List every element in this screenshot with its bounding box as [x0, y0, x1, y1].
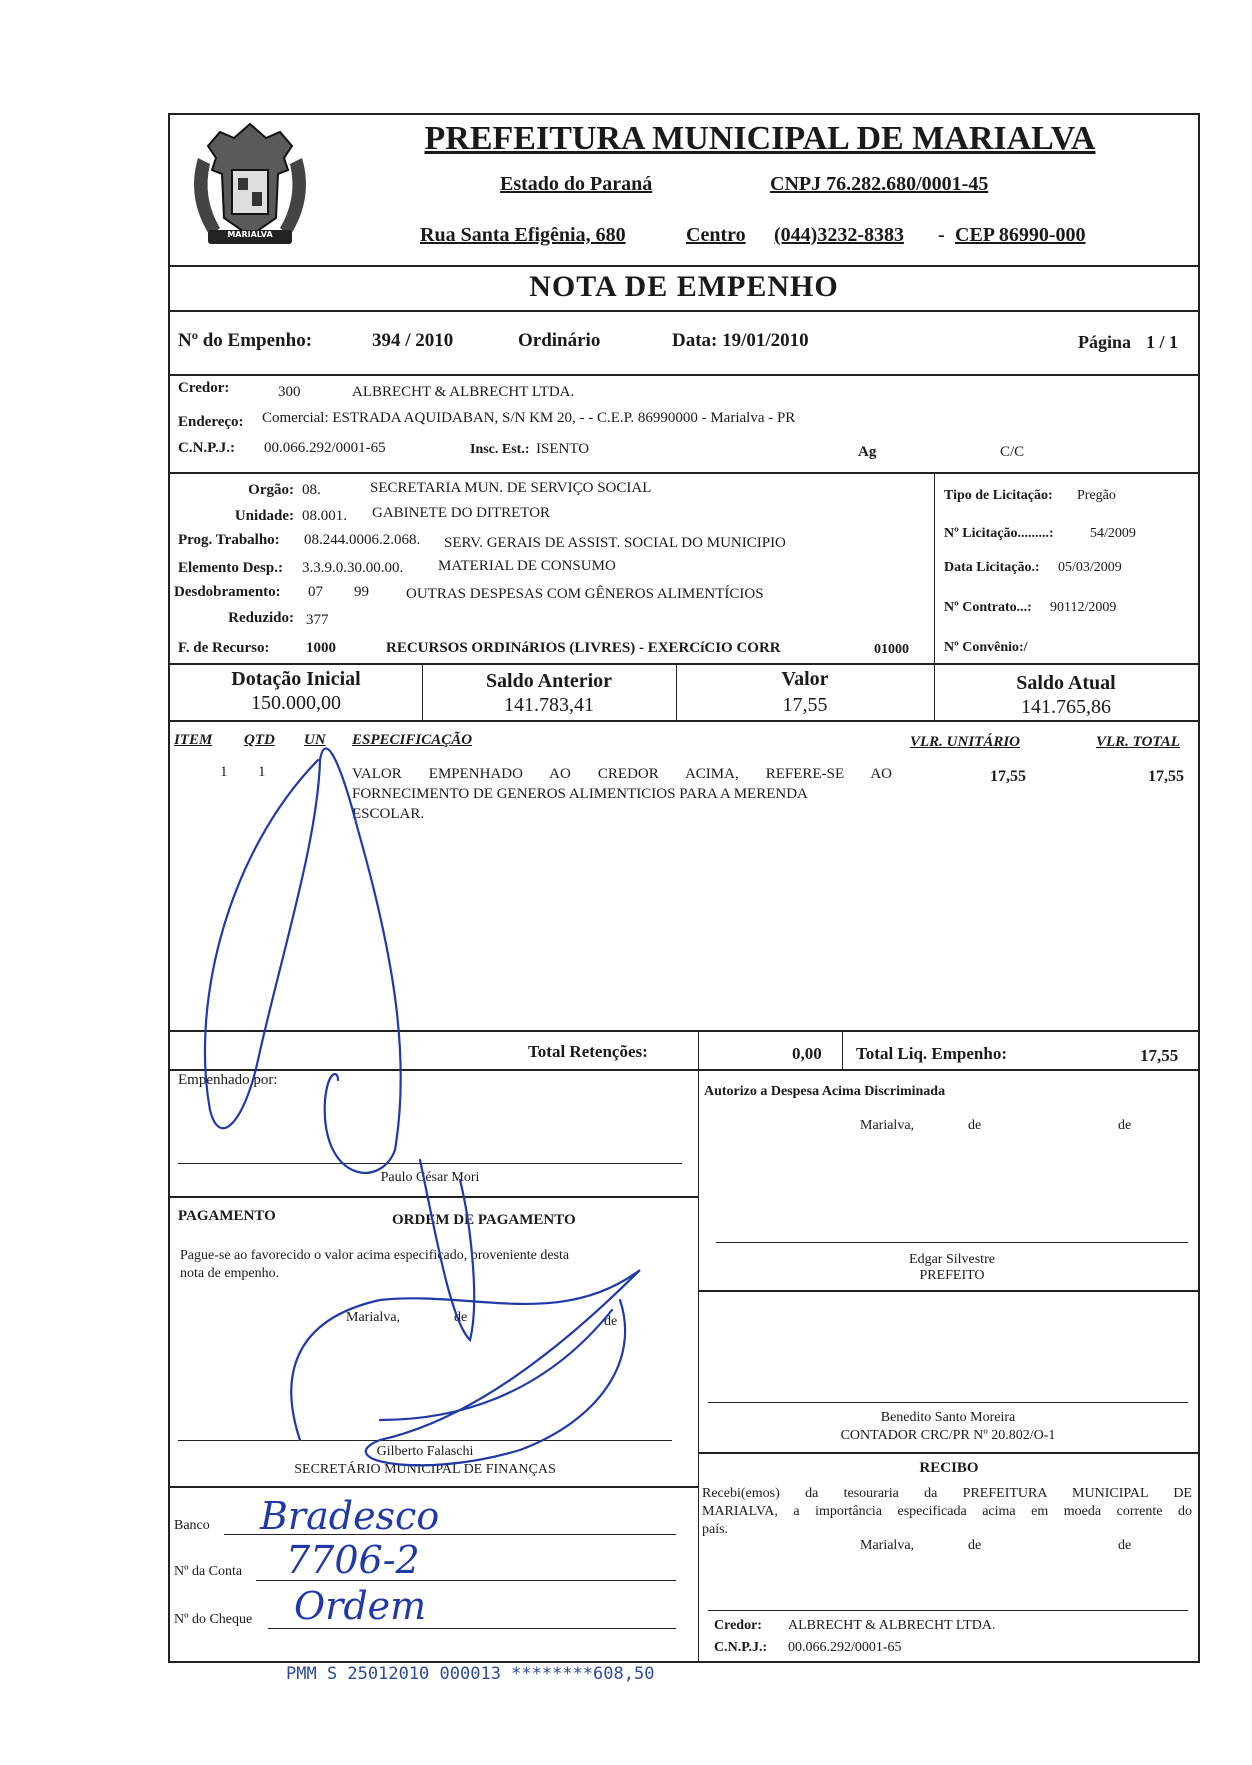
recurso-name: RECURSOS ORDINáRIOS (LIVRES) - EXERCíCIO CORR: [386, 640, 781, 656]
licitacao-number: 54/2009: [1090, 526, 1136, 541]
recurso-label: F. de Recurso:: [178, 640, 270, 656]
saldo-atual-label: Saldo Atual: [1016, 672, 1116, 694]
row-total: 17,55: [1148, 768, 1184, 785]
elemento-code: 3.3.9.0.30.00.00.: [302, 560, 404, 576]
conta-handwritten: 7706-2: [286, 1538, 420, 1582]
col-especificacao: ESPECIFICAÇÃO: [352, 732, 473, 748]
valor-value: 17,55: [782, 694, 828, 716]
dotacao-value: 150.000,00: [251, 692, 341, 714]
credor-name: ALBRECHT & ALBRECHT LTDA.: [352, 384, 575, 400]
data-licitacao: 05/03/2009: [1058, 560, 1122, 575]
city-hall-title: PREFEITURA MUNICIPAL DE MARIALVA: [424, 120, 1096, 157]
recibo-credor-label: Credor:: [714, 1618, 762, 1633]
total-liq: 17,55: [1140, 1046, 1179, 1065]
desdobramento-label: Desdobramento:: [174, 584, 281, 600]
col-vlr-unitario: VLR. UNITÁRIO: [910, 734, 1021, 750]
doc-title: NOTA DE EMPENHO: [529, 270, 839, 303]
recibo-credor: ALBRECHT & ALBRECHT LTDA.: [788, 1618, 996, 1633]
credor-label: Credor:: [178, 380, 230, 396]
autorizo-label: Autorizo a Despesa Acima Discriminada: [704, 1084, 946, 1099]
credor-address: Comercial: ESTRADA AQUIDABAN, S/N KM 20, - - C.E.P. 86990000 - Marialva - PR: [262, 410, 796, 426]
cnpj-label: C.N.P.J.:: [178, 440, 235, 456]
banco-handwritten: Bradesco: [260, 1494, 440, 1538]
col-un: UN: [304, 732, 326, 748]
empenho-number: 394 / 2010: [372, 330, 454, 351]
pagamento-text1: Pague-se ao favorecido o valor acima especificado, proveniente desta: [180, 1248, 570, 1263]
insc-label: Insc. Est.:: [470, 442, 530, 457]
secretario-title: SECRETÁRIO MUNICIPAL DE FINANÇAS: [294, 1462, 556, 1477]
cc-label: C/C: [1000, 444, 1025, 460]
coat-of-arms-logo: [180, 118, 320, 258]
street-address: Rua Santa Efigênia, 680: [420, 224, 626, 246]
empenhado-name: Paulo César Mori: [380, 1170, 480, 1185]
cep: CEP 86990-000: [955, 224, 1086, 246]
orgao-name: SECRETARIA MUN. DE SERVIÇO SOCIAL: [370, 480, 652, 496]
total-liq-label: Total Liq. Empenho:: [856, 1044, 1007, 1063]
district: Centro: [686, 224, 746, 246]
state-name: Estado do Paraná: [500, 173, 653, 195]
pagamento-label: PAGAMENTO: [178, 1208, 276, 1224]
tipo-licitacao-label: Tipo de Licitação:: [944, 488, 1053, 503]
recibo-city: Marialva,: [860, 1538, 915, 1553]
recibo-title: RECIBO: [919, 1460, 979, 1476]
pagamento-de2: de: [604, 1314, 618, 1329]
reduzido-label: Reduzido:: [228, 610, 294, 626]
frame-top: [168, 113, 1200, 115]
recibo-de1: de: [968, 1538, 982, 1553]
recibo-text1: Recebi(emos) da tesouraria da PREFEITURA MUNICIPAL DE: [702, 1486, 1192, 1501]
frame-right: [1198, 113, 1200, 1663]
signature-falaschi-stroke: [291, 1270, 640, 1465]
cheque-label: Nº do Cheque: [174, 1612, 253, 1627]
signature-falaschi-tail: [380, 1310, 612, 1420]
unidade-code: 08.001.: [302, 508, 347, 524]
header-dash: -: [938, 224, 945, 246]
autorizo-de2: de: [1118, 1118, 1132, 1133]
licitacao-label: Nº Licitação.........:: [944, 526, 1054, 541]
contador-name: Benedito Santo Moreira: [880, 1410, 1016, 1425]
convenio-label: Nº Convênio:/: [944, 640, 1028, 655]
empenhado-label: Empenhado por:: [178, 1072, 278, 1088]
address-label: Endereço:: [178, 414, 244, 430]
unidade-label: Unidade:: [234, 508, 294, 524]
col-item: ITEM: [174, 732, 213, 748]
saldo-atual-value: 141.765,86: [1021, 696, 1111, 718]
empenho-type: Ordinário: [518, 330, 601, 351]
autorizo-city: Marialva,: [860, 1118, 915, 1133]
ag-label: Ag: [858, 444, 877, 460]
col-qtd: QTD: [244, 732, 275, 748]
page-label: Página: [1078, 332, 1132, 352]
bank-stamp: PMM S 25012010 000013 ********608,50: [286, 1664, 655, 1684]
reduzido-value: 377: [306, 612, 329, 628]
row-qtd: 1: [258, 764, 266, 780]
contrato-number: 90112/2009: [1050, 600, 1117, 615]
desdobramento-code2: 99: [354, 584, 369, 600]
page-number: 1 / 1: [1146, 332, 1179, 352]
cnpj-header: CNPJ 76.282.680/0001-45: [770, 173, 989, 195]
recibo-cnpj: 00.066.292/0001-65: [788, 1640, 902, 1655]
tipo-licitacao: Pregão: [1077, 488, 1116, 503]
recurso-code: 1000: [306, 640, 336, 656]
credor-code: 300: [278, 384, 301, 400]
dotacao-label: Dotação Inicial: [231, 668, 361, 690]
cheque-handwritten: Ordem: [294, 1584, 427, 1628]
frame-bottom: [168, 1661, 1200, 1663]
total-retencoes-label: Total Retenções:: [528, 1042, 648, 1061]
row-esp-line1: VALOR EMPENHADO AO CREDOR ACIMA, REFERE-SE AO: [352, 766, 892, 782]
col-vlr-total: VLR. TOTAL: [1096, 734, 1180, 750]
recurso-sub: 01000: [874, 642, 909, 657]
recibo-text3: país.: [702, 1522, 729, 1537]
total-retencoes: 0,00: [792, 1044, 822, 1063]
empenho-number-label: Nº do Empenho:: [178, 330, 313, 351]
contador-title: CONTADOR CRC/PR Nº 20.802/O-1: [840, 1428, 1056, 1443]
empenho-date: Data: 19/01/2010: [672, 330, 809, 351]
prefeito-name: Edgar Silvestre: [909, 1252, 995, 1267]
saldo-anterior-label: Saldo Anterior: [485, 670, 613, 692]
row-item: 1: [220, 764, 228, 780]
row-esp-line2: FORNECIMENTO DE GENEROS ALIMENTICIOS PARA A MERENDA: [352, 786, 808, 802]
desdobramento-code1: 07: [308, 584, 323, 600]
logo-banner-text: MARIALVA: [227, 230, 273, 239]
insc-value: ISENTO: [536, 441, 590, 457]
prefeito-title: PREFEITO: [919, 1268, 985, 1283]
pagamento-text2: nota de empenho.: [180, 1266, 280, 1281]
pagamento-city: Marialva,: [346, 1310, 401, 1325]
prog-name: SERV. GERAIS DE ASSIST. SOCIAL DO MUNICIPIO: [444, 535, 786, 551]
credor-cnpj: 00.066.292/0001-65: [264, 440, 386, 456]
saldo-anterior-value: 141.783,41: [504, 694, 594, 716]
ordem-pagamento: ORDEM DE PAGAMENTO: [392, 1212, 576, 1228]
pagamento-de1: de: [454, 1310, 468, 1325]
conta-label: Nº da Conta: [174, 1564, 243, 1579]
banco-label: Banco: [174, 1518, 210, 1533]
recibo-de2: de: [1118, 1538, 1132, 1553]
secretario-name: Gilberto Falaschi: [376, 1444, 474, 1459]
prog-label: Prog. Trabalho:: [178, 532, 280, 548]
row-unit-price: 17,55: [990, 768, 1026, 785]
valor-label: Valor: [781, 668, 829, 690]
orgao-label: Orgão:: [248, 482, 294, 498]
elemento-name: MATERIAL DE CONSUMO: [438, 558, 616, 574]
elemento-label: Elemento Desp.:: [178, 560, 283, 576]
frame-left: [168, 113, 170, 1663]
row-esp-line3: ESCOLAR.: [352, 806, 425, 822]
recibo-text2: MARIALVA, a importância especificada acima em moeda corrente do: [702, 1504, 1192, 1519]
contrato-label: Nº Contrato...:: [944, 600, 1032, 615]
unidade-name: GABINETE DO DITRETOR: [372, 505, 551, 521]
data-licitacao-label: Data Licitação.:: [944, 560, 1040, 575]
prog-code: 08.244.0006.2.068.: [304, 532, 421, 548]
phone: (044)3232-8383: [774, 224, 904, 246]
desdobramento-name: OUTRAS DESPESAS COM GÊNEROS ALIMENTÍCIOS: [406, 586, 764, 602]
autorizo-de1: de: [968, 1118, 982, 1133]
recibo-cnpj-label: C.N.P.J.:: [714, 1640, 768, 1655]
orgao-code: 08.: [302, 482, 321, 498]
